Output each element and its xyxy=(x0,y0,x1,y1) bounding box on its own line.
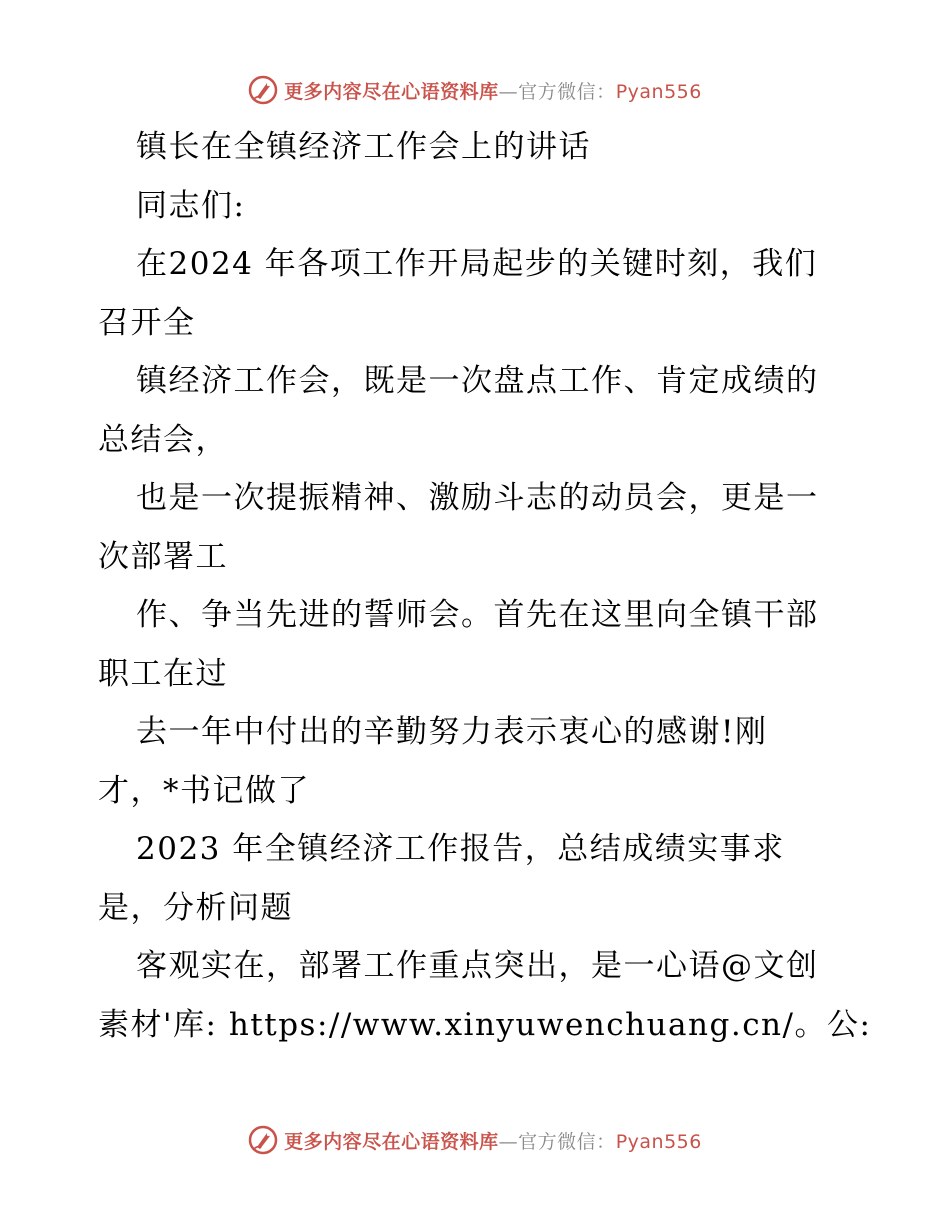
watermark-wechat-id: Pyan556 xyxy=(615,80,702,103)
pen-nib-seal-icon xyxy=(248,1125,278,1155)
paragraph-line: 去一年中付出的辛勤努力表示衷心的感谢!刚 xyxy=(136,714,768,750)
paragraph-line: 是，分析问题 xyxy=(98,889,293,926)
pen-nib-seal-icon xyxy=(248,75,278,105)
paragraph-line: 次部署工 xyxy=(98,538,228,575)
watermark-separator: — xyxy=(498,80,519,103)
paragraph-line: 客观实在，部署工作重点突出，是一心语@文创 xyxy=(136,948,819,984)
document-body xyxy=(98,118,872,1054)
watermark-wechat-label: 官方微信： xyxy=(518,80,616,103)
document-title: 镇长在全镇经济工作会上的讲话 xyxy=(136,129,591,165)
paragraph-line: 也是一次提振精神、激励斗志的动员会，更是一 xyxy=(136,480,819,516)
paragraph-line: 职工在过 xyxy=(98,655,228,692)
watermark-separator: — xyxy=(498,1130,519,1153)
paragraph-line: 总结会， xyxy=(98,421,228,458)
salutation: 同志们: xyxy=(136,187,246,224)
paragraph-line: 素材'库: https://www.xinyuwenchuang.cn/。公: xyxy=(98,1006,872,1043)
watermark-wechat-label: 官方微信： xyxy=(518,1130,616,1153)
paragraph-line: 作、争当先进的誓师会。首先在这里向全镇干部 xyxy=(136,597,819,633)
footer-watermark-banner xyxy=(0,1120,950,1160)
watermark-wechat-id: Pyan556 xyxy=(615,1130,702,1153)
paragraph-line: 镇经济工作会，既是一次盘点工作、肯定成绩的 xyxy=(136,363,819,399)
paragraph-line: 在2024 年各项工作开局起步的关键时刻，我们 xyxy=(136,246,818,282)
header-watermark-banner xyxy=(0,70,950,110)
watermark-text xyxy=(284,1127,702,1154)
paragraph-line: 才，*书记做了 xyxy=(98,772,310,809)
paragraph-line: 召开全 xyxy=(98,304,196,341)
watermark-brand: 更多内容尽在心语资料库 xyxy=(284,1130,499,1153)
paragraph-line: 2023 年全镇经济工作报告，总结成绩实事求 xyxy=(136,831,785,867)
watermark-brand: 更多内容尽在心语资料库 xyxy=(284,80,499,103)
watermark-text xyxy=(284,77,702,104)
